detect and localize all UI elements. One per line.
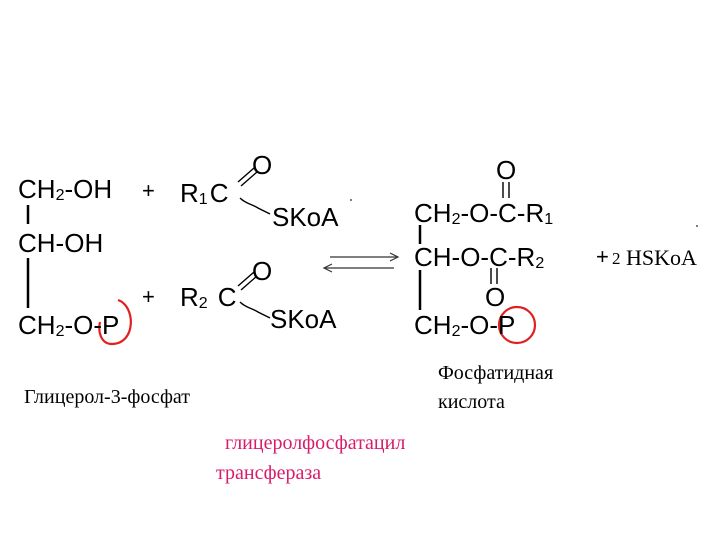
glycerol-c2 (18, 228, 103, 259)
product-line2 (414, 242, 544, 273)
glycerol-c3 (18, 310, 119, 341)
product-line3-ch2: CH (414, 310, 452, 340)
product-o-top: O (496, 155, 517, 185)
product-line3 (414, 310, 515, 341)
product-line1-rsub: 1 (544, 211, 554, 228)
reagent1-skoa: SKoA (272, 202, 339, 232)
product-line2-pre: CH-O-C-R (414, 242, 536, 272)
enzyme-label-1: глицеролфосфатацил (225, 432, 406, 454)
glycerol-c3-sub: 2 (55, 323, 65, 340)
product-line1-ch2: CH (414, 198, 452, 228)
reagent2-plus: + (142, 284, 155, 309)
reagent2-rsub: 2 (198, 295, 208, 312)
byproduct-coef: 2 (612, 249, 621, 268)
glycerol-c2-ch: CH- (18, 228, 65, 258)
reagent2-tail (240, 302, 270, 318)
reagent1-r: R (180, 178, 199, 208)
product-line3-sub: 2 (451, 323, 461, 340)
reagent1-rc (180, 178, 228, 209)
dot-mark-2 (696, 225, 698, 227)
product-line1-rest: -O-C-R (460, 198, 545, 228)
reagent1-plus: + (142, 178, 155, 203)
reagent1-c: C (209, 178, 229, 208)
reagent2-c: C (217, 282, 237, 312)
product-name-label-2: кислота (438, 391, 505, 413)
glycerol-name-label: Глицерол-3-фосфат (24, 386, 190, 408)
product-o-bottom: O (485, 282, 506, 312)
glycerol-c1-ch2: CH (18, 174, 56, 204)
glycerol-c3-ch2: CH (18, 310, 56, 340)
reagent2-o: O (252, 256, 273, 286)
byproduct-name: HSKoA (626, 245, 697, 270)
glycerol-c2-group: OH (64, 228, 104, 258)
product-line2-rsub: 2 (535, 255, 545, 272)
byproduct-plus: + (596, 244, 609, 269)
product-name-label-1: Фосфатидная (438, 362, 554, 384)
glycerol-c1-sub: 2 (55, 187, 65, 204)
reagent2-skoa: SKoA (270, 304, 337, 334)
reagent1-rsub: 1 (198, 191, 208, 208)
reagent2-r: R (180, 282, 199, 312)
dot-mark-1 (350, 199, 352, 201)
glycerol-c1 (18, 174, 112, 205)
reagent1-o: O (252, 150, 273, 180)
glycerol-c3-group: -O-P (64, 310, 120, 340)
product-line3-rest: -O-P (460, 310, 516, 340)
reagent2-rc (180, 282, 236, 313)
glycerol-c1-group: -OH (64, 174, 113, 204)
product-line1-sub: 2 (451, 211, 461, 228)
enzyme-label-2: трансфераза (216, 462, 322, 484)
product-line1 (414, 198, 553, 229)
reagent1-tail (240, 198, 270, 214)
